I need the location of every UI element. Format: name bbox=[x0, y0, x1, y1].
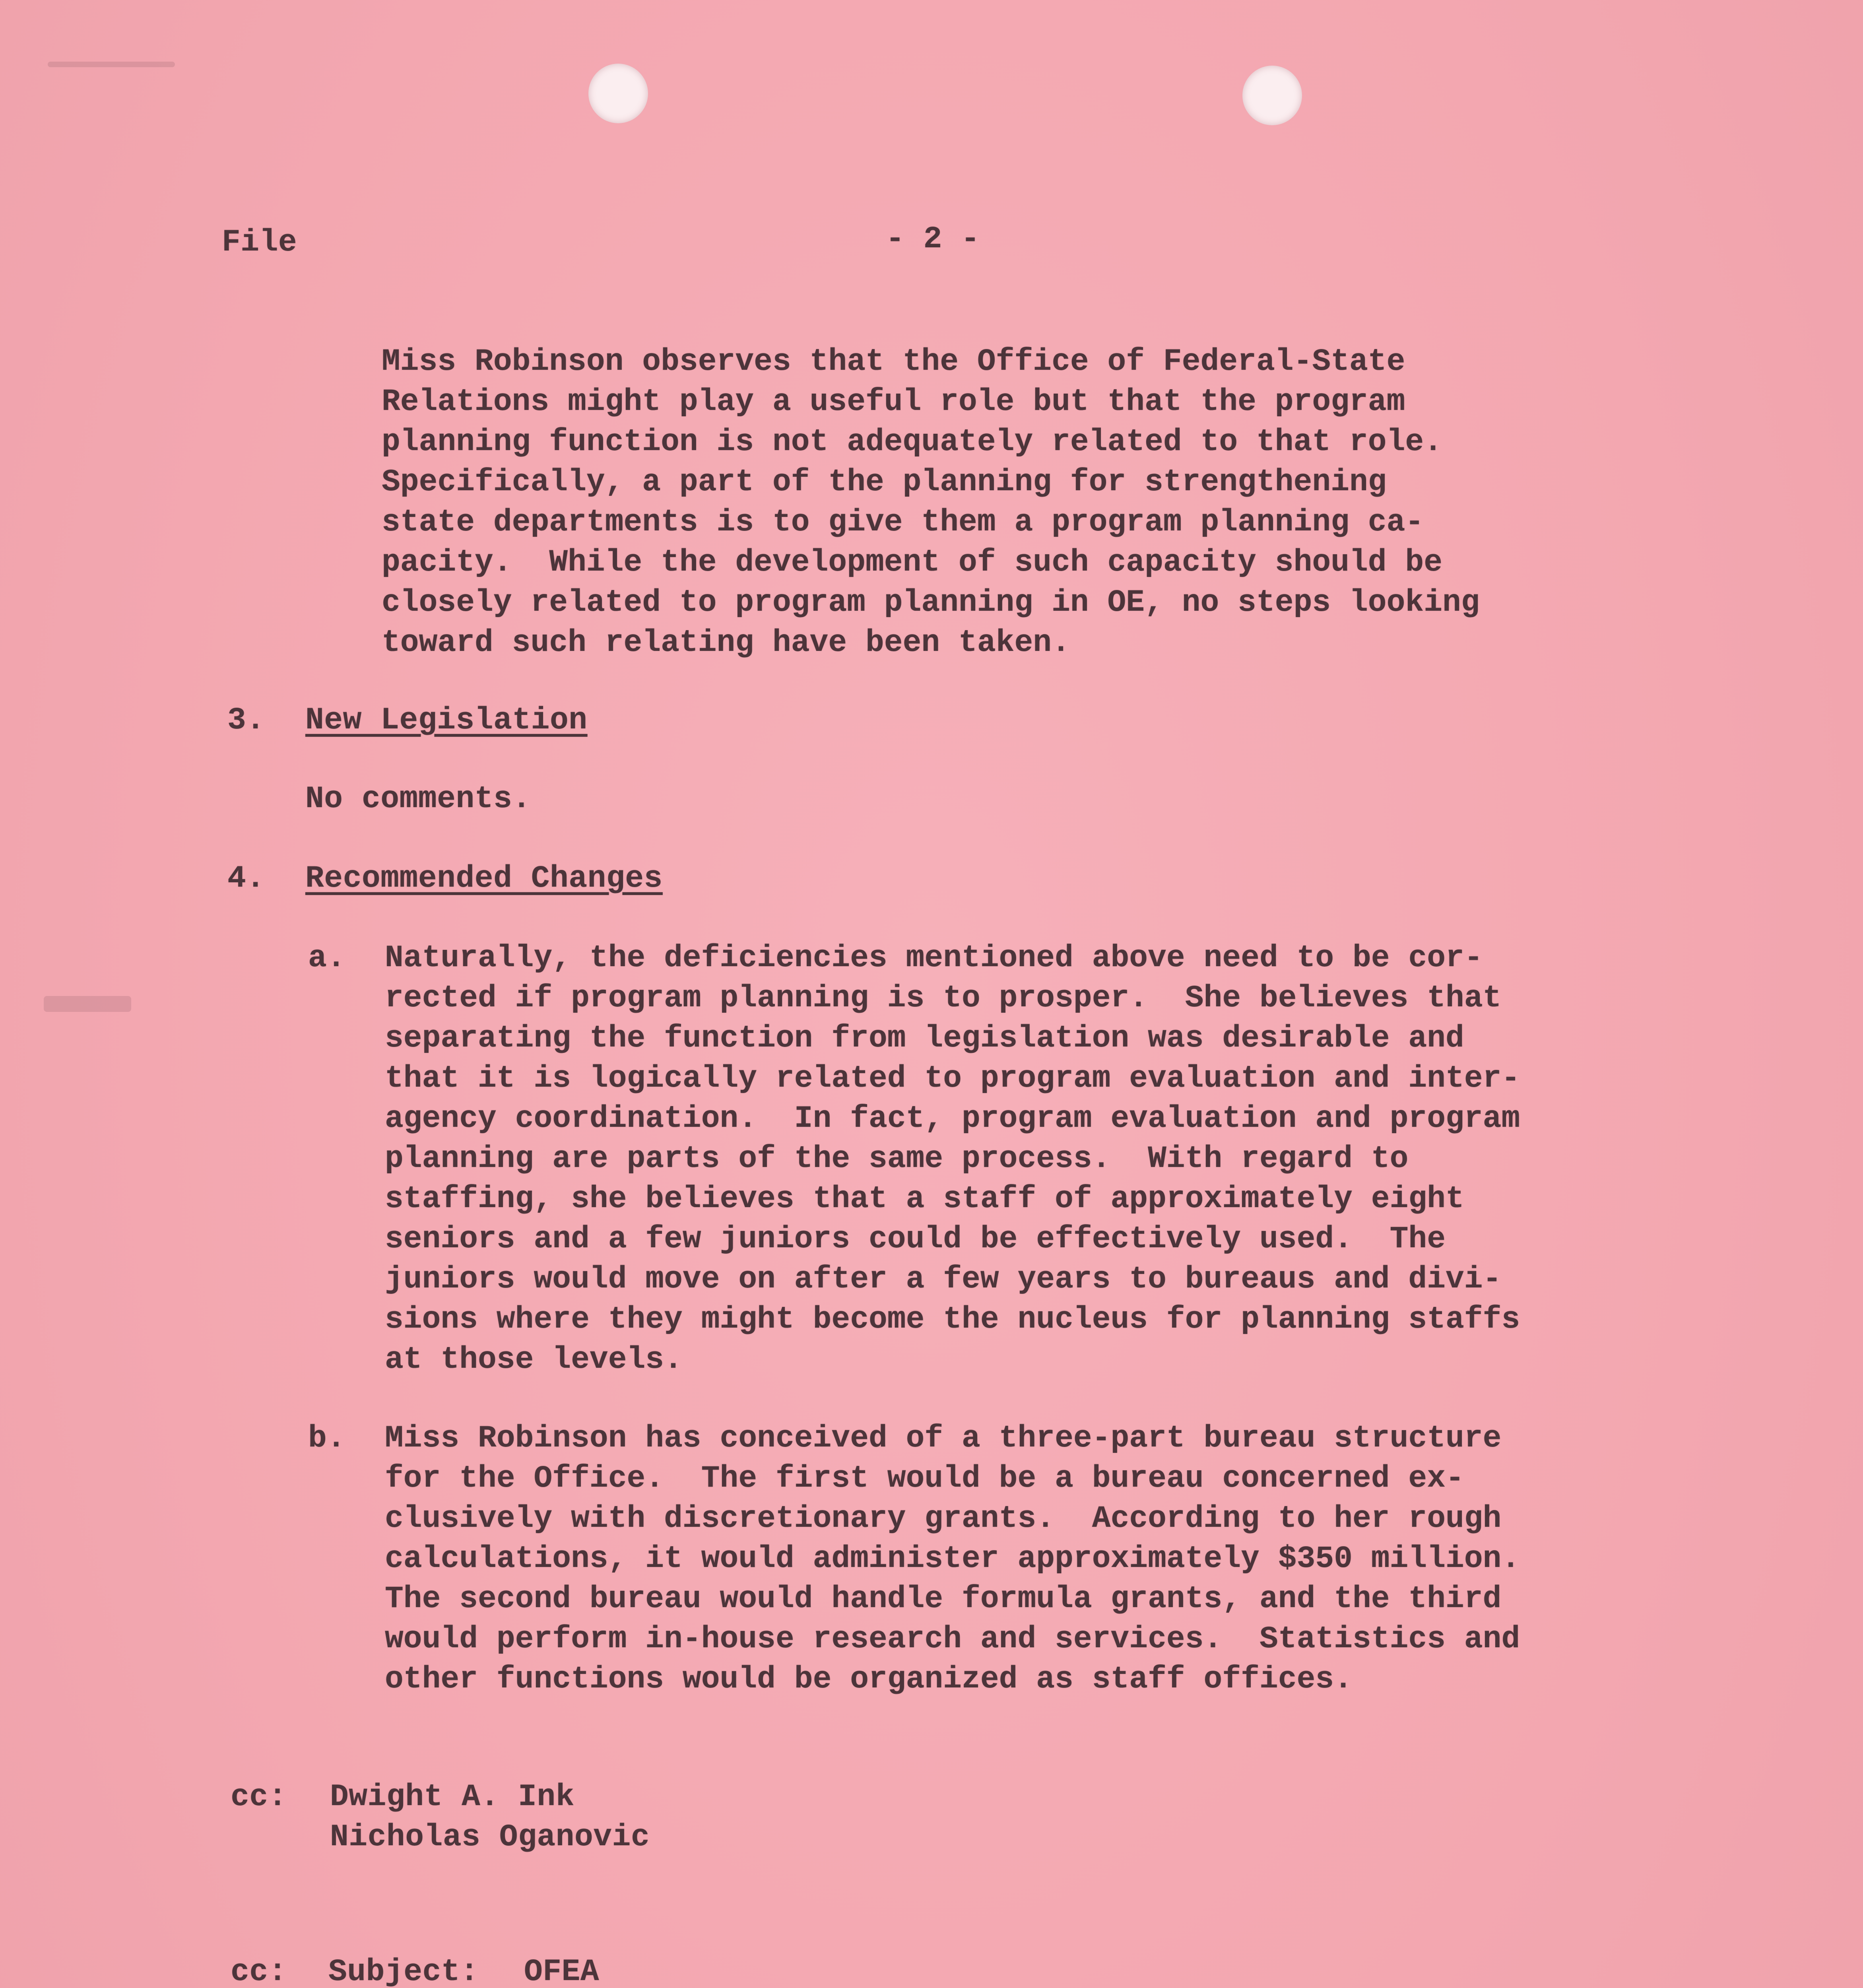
item-a-line: juniors would move on after a few years to bureaus and divi- bbox=[385, 1262, 1502, 1297]
item-b-line: Miss Robinson has conceived of a three-part bureau structure bbox=[385, 1421, 1502, 1456]
scan-mark-margin bbox=[44, 996, 131, 1012]
item-b-line: clusively with discretionary grants. According to her rough bbox=[385, 1501, 1502, 1536]
item-a-line: agency coordination. In fact, program evaluation and program bbox=[385, 1101, 1520, 1136]
intro-line: pacity. While the development of such capacity should be bbox=[382, 545, 1443, 580]
item-a-line: sions where they might become the nucleus for planning staffs bbox=[385, 1302, 1520, 1337]
cc-subject-value: OFEA bbox=[524, 1955, 600, 1988]
page-number: - 2 - bbox=[886, 222, 980, 257]
item-b-line: would perform in-house research and services. Statistics and bbox=[385, 1622, 1520, 1657]
cc-name: Dwight A. Ink bbox=[330, 1780, 574, 1815]
scan-mark-top-left bbox=[48, 62, 175, 67]
header-file-label: File bbox=[222, 225, 297, 260]
item-b-line: for the Office. The first would be a bureau concerned ex- bbox=[385, 1461, 1464, 1496]
section-3-body: No comments. bbox=[305, 782, 531, 817]
section-3-number: 3. bbox=[227, 703, 265, 738]
item-b-label: b. bbox=[308, 1421, 346, 1456]
intro-line: closely related to program planning in OE, no steps looking bbox=[382, 585, 1480, 620]
item-a-paragraph bbox=[385, 938, 1520, 1380]
cc-name: Nicholas Oganovic bbox=[330, 1820, 650, 1855]
item-b-paragraph bbox=[385, 1419, 1520, 1700]
section-4-title: Recommended Changes bbox=[305, 861, 663, 896]
item-a-line: at those levels. bbox=[385, 1342, 683, 1377]
intro-line: state departments is to give them a program planning ca- bbox=[382, 505, 1424, 540]
item-a-line: staffing, she believes that a staff of approximately eight bbox=[385, 1182, 1464, 1217]
item-a-line: separating the function from legislation was desirable and bbox=[385, 1021, 1464, 1056]
cc-label: cc: bbox=[231, 1955, 287, 1988]
item-a-line: planning are parts of the same process. With regard to bbox=[385, 1142, 1409, 1176]
cc-label: cc: bbox=[231, 1780, 287, 1815]
punch-hole-right bbox=[1242, 66, 1302, 125]
intro-line: toward such relating have been taken. bbox=[382, 625, 1070, 660]
intro-line: planning function is not adequately related to that role. bbox=[382, 425, 1443, 460]
intro-line: Relations might play a useful role but that the program bbox=[382, 384, 1405, 419]
item-a-line: seniors and a few juniors could be effectively used. The bbox=[385, 1222, 1446, 1257]
cc-subject-label: Subject: bbox=[328, 1955, 479, 1988]
intro-line: Miss Robinson observes that the Office of Federal-State bbox=[382, 344, 1405, 379]
item-b-line: calculations, it would administer approximately $350 million. bbox=[385, 1541, 1520, 1576]
item-a-line: Naturally, the deficiencies mentioned above need to be cor- bbox=[385, 941, 1483, 976]
section-4-number: 4. bbox=[227, 861, 265, 896]
item-a-line: rected if program planning is to prosper. She believes that bbox=[385, 981, 1502, 1016]
intro-paragraph bbox=[382, 342, 1480, 663]
item-a-line: that it is logically related to program evaluation and inter- bbox=[385, 1061, 1520, 1096]
intro-line: Specifically, a part of the planning for strengthening bbox=[382, 465, 1387, 500]
item-b-line: The second bureau would handle formula grants, and the third bbox=[385, 1582, 1502, 1617]
item-b-line: other functions would be organized as staff offices. bbox=[385, 1662, 1353, 1697]
item-a-label: a. bbox=[308, 941, 346, 976]
section-3-title: New Legislation bbox=[305, 703, 588, 738]
punch-hole-left bbox=[588, 64, 648, 123]
